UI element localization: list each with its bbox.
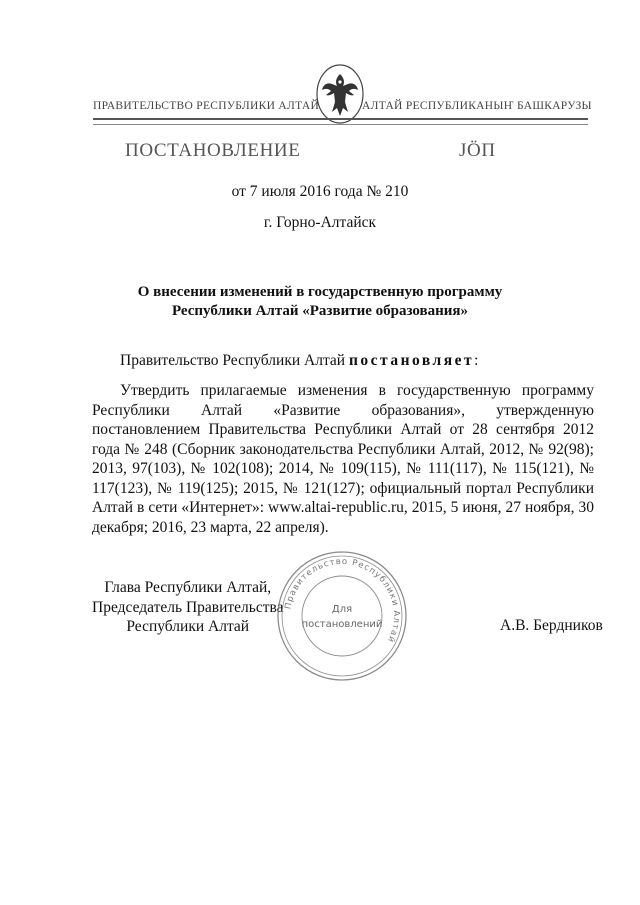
- stamp-center-line-2: постановлений: [301, 619, 383, 630]
- government-name-russian: ПРАВИТЕЛЬСТВО РЕСПУБЛИКИ АЛТАЙ: [93, 100, 320, 112]
- svg-text:Правительство Республики Алтай: [283, 557, 401, 644]
- preamble-suffix: :: [474, 352, 479, 369]
- signatory-name: А.В. Бердников: [500, 617, 603, 634]
- official-stamp: [274, 548, 410, 684]
- title-line-1: О внесении изменений в государственную программу: [137, 284, 503, 300]
- decree-label-altai: JӦП: [459, 140, 496, 161]
- decree-label-russian: ПОСТАНОВЛЕНИЕ: [125, 140, 301, 161]
- signature-line-2: Председатель Правительства: [92, 598, 284, 616]
- altai-coat-of-arms-icon: [314, 62, 366, 126]
- decree-city: г. Горно-Алтайск: [263, 214, 377, 231]
- signature-title-block: [92, 578, 284, 637]
- letterhead-divider-thin: [93, 124, 588, 125]
- signature-line-3: Республики Алтай: [126, 618, 250, 635]
- title-line-2: Республики Алтай «Развитие образования»: [171, 303, 469, 319]
- stamp-ring-text: Правительство Республики Алтай: [283, 556, 402, 645]
- decree-date: от 7 июля 2016 года № 210: [231, 183, 409, 200]
- preamble-emphasis: постановляет: [348, 352, 475, 369]
- letterhead-divider: [93, 118, 588, 120]
- body-paragraph: Утвердить прилагаемые изменения в государственную программу Республики Алтай «Развитие образования», утвержденную постановлением Правительства Республики Алтай от 28 сентября 2012 года № 248 (Сборник законодательства Республики Алтай, 2012, № 92(98); 2013, 97(103), № 102(108); 2014, № 109(115), № 111(117), № 115(121), № 117(123), № 119(125); 2015, № 121(127); официальный портал Республики Алтай в сети «Интернет»: www.altai-republic.ru, 2015, 5 июня, 27 ноября, 30 декабря; 2016, 23 марта, 22 апреля).: [92, 382, 594, 536]
- preamble: [120, 352, 478, 370]
- government-name-altai: АЛТАЙ РЕСПУБЛИКАНЫҤ БАШКАРУЗЫ: [362, 100, 592, 112]
- signature-line-1: Глава Республики Алтай,: [104, 579, 272, 596]
- document-title: [0, 283, 640, 321]
- stamp-center-line-1: Для: [331, 604, 353, 615]
- preamble-text: Правительство Республики Алтай: [120, 352, 349, 369]
